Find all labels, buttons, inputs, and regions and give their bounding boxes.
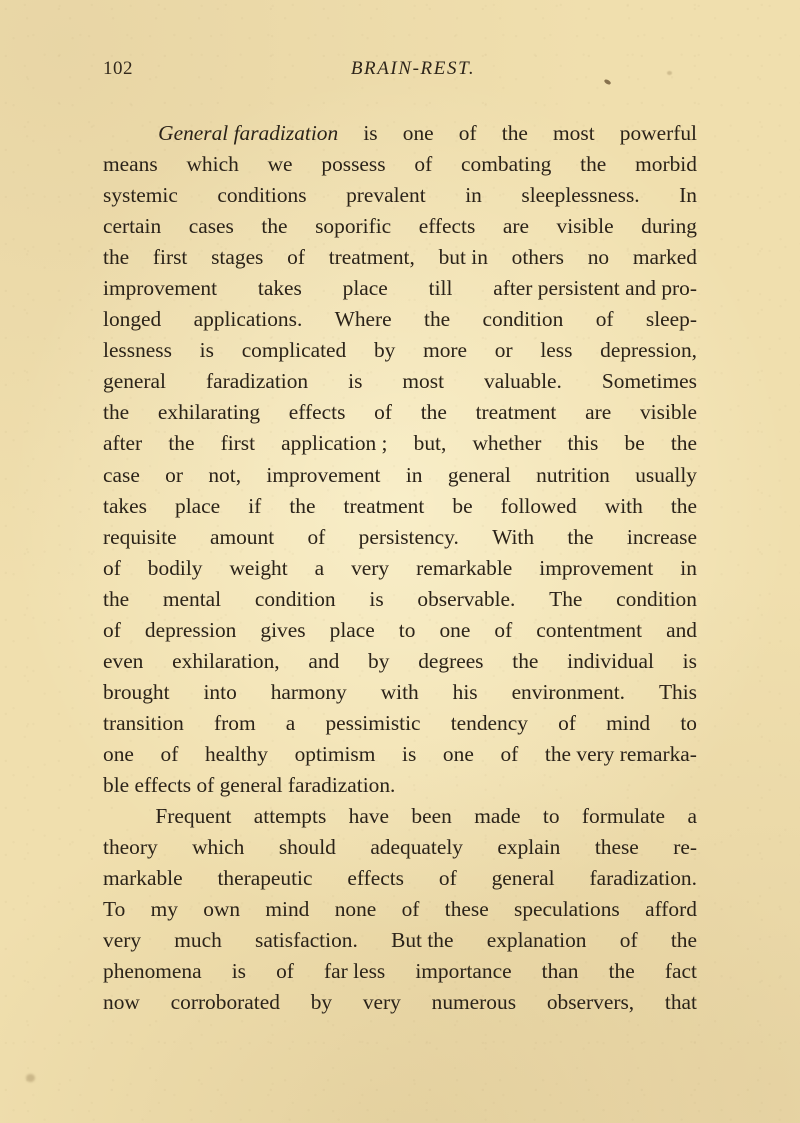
text-line: phenomena is of far less importance than the fact	[103, 959, 697, 984]
text-line: brought into harmony with his environment. This	[103, 679, 697, 704]
text-line: now corroborated by very numerous observers, that	[103, 990, 697, 1015]
paragraph-indent	[103, 801, 133, 832]
text-line: after the first application ; but, whether this be the	[103, 431, 697, 456]
paragraph-indent	[103, 118, 133, 149]
paragraph-2	[103, 801, 697, 1018]
text-line: one of healthy optimism is one of the very remarka-	[103, 741, 697, 766]
text-line: Frequent attempts have been made to formulate a	[103, 801, 697, 832]
text-line: of depression gives place to one of contentment and	[103, 617, 697, 642]
text-line: the mental condition is observable. The condition	[103, 586, 697, 611]
running-head-title: BRAIN-REST.	[350, 58, 476, 79]
text-line: certain cases the soporific effects are visible during	[103, 214, 697, 239]
scan-speck-artifact-small	[667, 71, 672, 75]
text-line: transition from a pessimistic tendency of mind to	[103, 710, 697, 735]
italic-term: General faradization	[158, 121, 339, 145]
text-line: takes place if the treatment be followed with the	[103, 493, 697, 518]
text-line: means which we possess of combating the morbid	[103, 152, 697, 177]
body-text-block	[103, 118, 697, 1018]
text-line: case or not, improvement in general nutrition usually	[103, 462, 697, 487]
text-line: the exhilarating effects of the treatment are visible	[103, 400, 697, 425]
text-line: theory which should adequately explain these re-	[103, 835, 697, 860]
text-line: requisite amount of persistency. With the increase	[103, 524, 697, 549]
text-line: ble effects of general faradization.	[103, 772, 396, 797]
text-line: To my own mind none of these speculations afford	[103, 897, 697, 922]
text-line: longed applications. Where the condition of sleep-	[103, 307, 697, 332]
scan-stain-artifact	[26, 1074, 35, 1082]
text-line: general faradization is most valuable. Sometimes	[103, 369, 697, 394]
text-line: systemic conditions prevalent in sleeplessness. In	[103, 183, 697, 208]
text-line: even exhilaration, and by degrees the individual is	[103, 648, 697, 673]
text-line: of bodily weight a very remarkable improvement in	[103, 555, 697, 580]
paragraph-1	[103, 118, 697, 801]
text-line: improvement takes place till after persistent and pro-	[103, 276, 697, 301]
text-line: markable therapeutic effects of general faradization.	[103, 866, 697, 891]
text-line: very much satisfaction. But the explanation of the	[103, 928, 697, 953]
page-number: 102	[103, 58, 133, 79]
text-line: lessness is complicated by more or less depression,	[103, 338, 697, 363]
text-line: the first stages of treatment, but in others no marked	[103, 245, 697, 270]
text-line: General faradization is one of the most powerful	[103, 118, 697, 149]
